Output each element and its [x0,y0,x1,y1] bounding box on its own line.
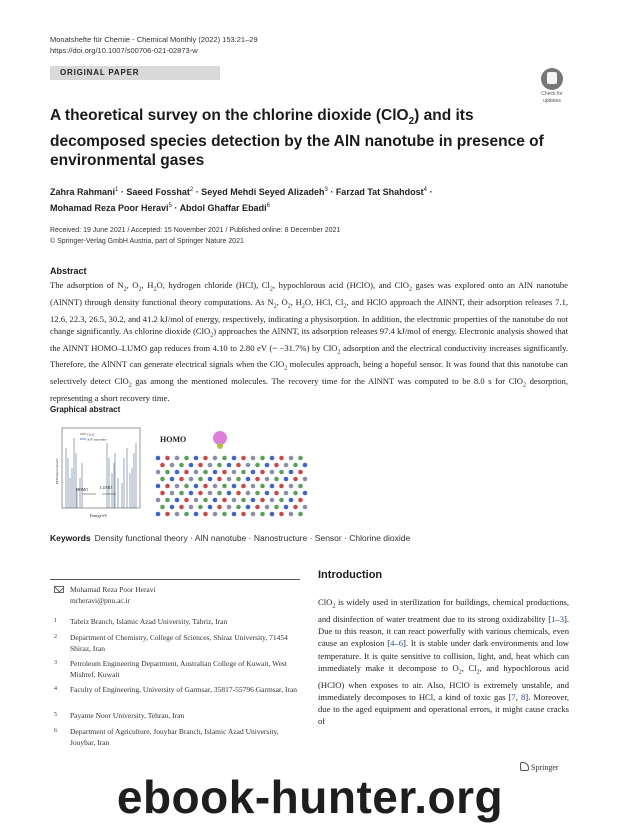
atom [241,512,246,517]
atom [274,505,279,510]
atom [227,477,232,482]
atom [222,512,227,517]
nanotube-atoms [156,456,308,517]
abstract-heading: Abstract [50,266,87,276]
author-5-affil: 5 [168,203,172,209]
atom [184,470,189,475]
keywords-line [50,533,410,543]
atom [265,477,270,482]
atom [241,498,246,503]
atom [160,477,165,482]
atom [274,491,279,496]
atom [289,498,294,503]
atom [255,505,260,510]
atom [298,470,303,475]
atom [208,491,213,496]
atom [179,477,184,482]
atom [270,484,275,489]
keywords-label: Keywords [50,533,91,543]
atom [222,456,227,461]
atom [160,491,165,496]
atom [217,491,222,496]
atom [251,470,256,475]
atom [265,491,270,496]
atom [175,484,180,489]
atom [194,456,199,461]
atom [222,498,227,503]
atom [232,456,237,461]
atom [279,470,284,475]
atom [194,484,199,489]
atom [213,484,218,489]
atom [232,512,237,517]
atom [260,498,265,503]
atom [156,470,161,475]
contact-name: Mohamad Reza Poor Heravi [70,585,156,594]
atom [246,491,251,496]
atom [289,512,294,517]
abstract-text: The adsorption of $N_2$, $O_2$, $H_2O$, hydrogen chloride (HCl), $Cl_2$, hypochlorous acid (HClO), and ClO$_2$ gases was explored onto an AlN nanotube (AlNNT) through density functional theory computations. As $N_2$, $O_2$, $H_2O$, HCl, $Cl_2$, and HClO approach the AlNNT, their adsorption releases 7.1, 12.6, 22.3, 26.5, 30.2, and 41.2 kJ/mol of energy, respectively, indicating a physisorption. In addition, the electronic properties of the nanotube do not change significantly. As chlorine dioxide (ClO$_2$) approaches the AlNNT, its adsorption releases 97.4 kJ/mol of energy. Electronic analysis showed that the AlNNT HOMO–LUMO gap reduces from 4.10 to 2.80 eV (~ −31.7%) by ClO$_2$ adsorption and the electrical conductivity increases significantly. Therefore, the AlNNT can generate electrical signals when the ClO$_2$ molecules approach, being a hopeful sensor. It was found that this nanotube can selectively detect ClO$_2$ gas among the mentioned molecules. The recovery time for the AlNNT was computed to be 8.0 s for ClO$_2$ desorption, representing a short recovery time. [50,280,569,403]
atom [246,463,251,468]
atom [293,477,298,482]
atom [232,484,237,489]
atom [175,512,180,517]
atom [270,498,275,503]
introduction-heading: Introduction [318,569,383,581]
citation-link[interactable]: 6 [398,638,404,649]
y-axis-label: DOS/electrons/eV [55,458,59,484]
atom [189,491,194,496]
date-history: Received: 19 June 2021 / Accepted: 15 November 2021 / Published online: 8 December 2021 [50,227,341,234]
atom [236,477,241,482]
author-list: Zahra Rahmani$^1$ · Saeed Fosshat$^2$ · Seyed Mehdi Seyed Alizadeh$^3$ · Farzad Tat Shahdost$^4$ · Mohamad Reza Poor Heravi$^5$ · Abdol Ghaffar Ebadi$^6$ [50,187,433,213]
atom [213,470,218,475]
atom [198,491,203,496]
citation-link[interactable]: 4 [390,638,395,649]
atom [303,477,308,482]
atom [165,498,170,503]
corresponding-author [50,585,300,606]
atom [270,456,275,461]
atom [198,477,203,482]
atom [279,456,284,461]
atom [208,505,213,510]
legend-aln: AlN nanotube [87,437,107,442]
atom [270,470,275,475]
homo-orbital-lobe [213,431,227,445]
atom [241,456,246,461]
citation-link[interactable]: 7 [511,691,516,702]
legend-clo2: ClO2 [87,432,95,437]
doi-link[interactable]: https://doi.org/10.1007/s00706-021-02873-w [50,46,198,55]
atom [203,498,208,503]
atom [265,463,270,468]
journal-citation: Monatshefte für Chemie - Chemical Monthly (2022) 153:21–29 [50,35,258,44]
homo-label: HOMO [76,487,89,492]
atom [203,484,208,489]
atom [208,477,213,482]
atom [198,463,203,468]
atom [170,477,175,482]
envelope-icon [54,586,64,593]
atom [298,484,303,489]
atom [179,463,184,468]
atom [251,456,256,461]
publisher-name: Springer [531,763,559,772]
citation-link[interactable]: 1 [551,613,556,624]
atom [160,463,165,468]
atom [246,505,251,510]
atom [198,505,203,510]
check-updates-label-1: Check for [541,91,563,97]
atom [165,484,170,489]
atom [194,512,199,517]
footnote-divider [50,579,300,580]
atom [165,456,170,461]
keywords-list: Density functional theory · AlN nanotube · Nanostructure · Sensor · Chlorine dioxide [94,533,411,543]
atom [270,512,275,517]
author-1-affil: 1 [115,187,119,193]
atom [241,484,246,489]
article-title [50,106,550,171]
atom [298,512,303,517]
atom [251,498,256,503]
atom [284,463,289,468]
atom [236,505,241,510]
dos-chart [52,424,144,524]
atom [208,463,213,468]
article-type-badge: ORIGINAL PAPER [50,66,220,80]
atom [260,470,265,475]
atom [184,498,189,503]
atom [260,456,265,461]
atom [194,498,199,503]
affiliation-6: 6 Department of Agriculture, Jouybar Branch, Islamic Azad University, Jouybar, Iran [54,727,279,747]
affiliation-1: 1 Tabriz Branch, Islamic Azad University, Tabriz, Iran [54,617,228,626]
atom [251,512,256,517]
atom [156,456,161,461]
atom [289,484,294,489]
lumo-label: LUMO [100,485,112,490]
author-5[interactable]: Mohamad Reza Poor Heravi [50,203,169,213]
atom [241,470,246,475]
nanotube-structure-figure [148,424,318,526]
atom [213,512,218,517]
citation-link[interactable]: 3 [559,613,564,624]
atom [274,463,279,468]
atom [303,505,308,510]
publication-dates [50,226,340,247]
atom [217,463,222,468]
homo-figure-label: HOMO [160,435,187,444]
introduction-text: ClO$_2$ is widely used in sterilization for buildings, chemical productions, and disinfection of water treatment due to its strong oxidizability [1–3]. Due to this reason, it can react powerfully with various chemicals, even cause an explosion [4–6]. It is stable under dark environments and low temperature. It is quite sensitive to collision, light, and, heat which can immediately make it decompose to $O_2$, $Cl_2$, and hypochlorous acid (HClO) when exposes to air. Also, HClO is extremely unstable, and immediately decomposes to HCl, a kind of toxic gas [7, 8]. Moreover, due to the aged equipment and operational errors, it might cause cracks of [318,597,570,727]
clo2-molecule [217,443,223,449]
affiliation-2: 2 Department of Chemistry, College of Sciences, Shiraz University, 71454 Shiraz, Iran [54,633,288,653]
atom [251,484,256,489]
copyright-line: © Springer-Verlag GmbH Austria, part of Springer Nature 2021 [50,237,244,245]
atom [165,470,170,475]
affiliation-3: 3 Petroleum Engineering Department, Australian College of Kuwait, West Mishref, Kuwait [54,659,287,679]
atom [203,456,208,461]
atom [236,463,241,468]
atom [289,470,294,475]
atom [189,463,194,468]
atom [184,484,189,489]
atom [217,477,222,482]
check-for-updates-button[interactable] [536,68,568,102]
atom [170,491,175,496]
author-1[interactable]: Zahra Rahmani [50,187,116,197]
atom [289,456,294,461]
atom [160,505,165,510]
author-6[interactable]: Abdol Ghaffar Ebadi [179,203,267,213]
affiliation-4: 4 Faculty of Engineering, University of Garmsar, 35817-55796 Garmsar, Iran [54,685,298,694]
atom [303,463,308,468]
watermark: ebook-hunter.org [116,771,504,823]
atom [255,491,260,496]
title-sub: 2 [408,116,415,128]
atom [175,470,180,475]
author-3[interactable]: Seyed Mehdi Seyed Alizadeh [201,187,325,197]
atom [279,498,284,503]
atom [156,512,161,517]
atom [189,477,194,482]
author-4-affil: 4 [423,187,427,193]
atom [165,512,170,517]
atom [227,463,232,468]
atom [232,470,237,475]
atom [203,512,208,517]
atom [179,505,184,510]
check-updates-label-2: updates [543,98,561,104]
graphical-abstract-heading: Graphical abstract [50,405,121,414]
atom [227,505,232,510]
atom [227,491,232,496]
atom [194,470,199,475]
atom [293,463,298,468]
journal-header [50,34,258,56]
atom [189,505,194,510]
contact-email[interactable]: mrheravi@pnu.ac.ir [70,595,131,605]
author-6-affil: 6 [266,203,270,209]
atom [236,491,241,496]
atom [222,484,227,489]
atom [284,505,289,510]
atom [213,498,218,503]
atom [179,491,184,496]
title-part-1: A theoretical survey on the chlorine dioxide (ClO [50,107,409,124]
atom [184,456,189,461]
bookmark-icon [541,68,563,90]
affiliation-5: 5 Payame Noor University, Tehran, Iran [54,711,185,720]
atom [293,505,298,510]
atom [260,484,265,489]
title-part-2: ) and its decomposed species detection by the AlN nanotube in presence of environmental gases [50,107,544,170]
author-2[interactable]: Saeed Fosshat [126,187,190,197]
atom [279,484,284,489]
atom [170,505,175,510]
atom [156,498,161,503]
atom [213,456,218,461]
atom [170,463,175,468]
atom [303,491,308,496]
x-axis-label: Energy/eV [90,513,108,518]
atom [298,498,303,503]
atom [222,470,227,475]
atom [184,512,189,517]
atom [284,477,289,482]
atom [255,477,260,482]
atom [175,456,180,461]
atom [255,463,260,468]
atom [232,498,237,503]
atom [217,505,222,510]
atom [293,491,298,496]
atom [156,484,161,489]
author-2-affil: 2 [189,187,194,193]
citation-link[interactable]: 8 [520,691,526,702]
atom [203,470,208,475]
atom [274,477,279,482]
atom [284,491,289,496]
author-4[interactable]: Farzad Tat Shahdost [335,187,424,197]
atom [298,456,303,461]
atom [260,512,265,517]
atom [246,477,251,482]
atom [175,498,180,503]
atom [265,505,270,510]
atom [279,512,284,517]
author-3-affil: 3 [324,187,328,193]
